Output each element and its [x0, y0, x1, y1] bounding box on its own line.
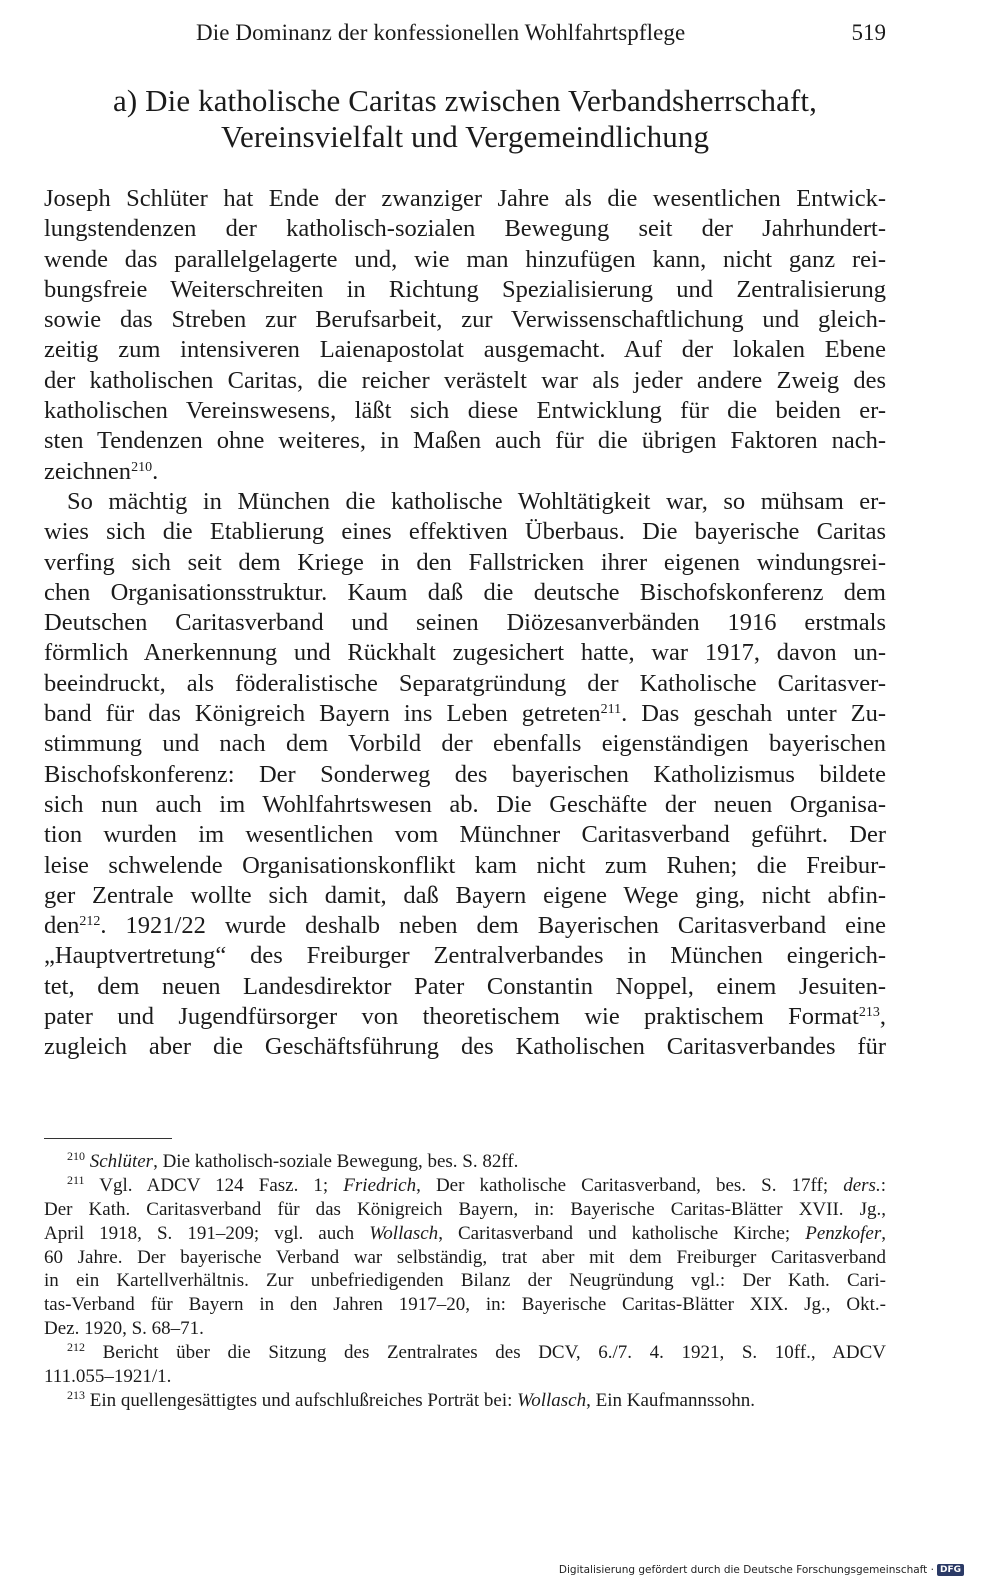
running-title: Die Dominanz der konfessionellen Wohlfahrtspflege [196, 20, 686, 45]
text-line: zugleich aber die Geschäftsführung des Katholischen Caritasverbandes für [44, 1033, 886, 1061]
text-line: tion wurden im wesentlichen vom Münchner Caritasverband geführt. Der [44, 821, 886, 849]
text-line: lungstendenzen der katholisch-sozialen Bewegung seit der Jahrhundert- [44, 215, 886, 243]
text-line: zeitig zum intensiveren Laienapostolat ausgemacht. Auf der lokalen Ebene [44, 336, 886, 364]
text-line: „Hauptvertretung“ des Freiburger Zentralverbandes in München eingerich- [44, 942, 886, 970]
footnote-reference[interactable]: 210 [131, 459, 153, 475]
footnote-line: $^{211}$ Vgl. ADCV 124 Fasz. 1; Friedrich, Der katholische Caritasverband, bes. S. 17ff; ders.: [67, 1173, 886, 1196]
text-line: wies sich die Etablierung eines effektiven Überbaus. Die bayerische Caritas [44, 518, 886, 546]
text-line: chen Organisationsstruktur. Kaum daß die deutsche Bischofskonferenz dem [44, 578, 886, 606]
footnote-line: April 1918, S. 191–209; vgl. auch Wollasch, Caritasverband und katholische Kirche; Penzkofer, [44, 1222, 886, 1244]
footnote-line: in ein Kartellverhältnis. Zur unbefriedigenden Bilanz der Neugründung vgl.: Der Kath. Cari- [44, 1270, 886, 1292]
running-header [44, 20, 886, 54]
author-name: ders. [843, 1174, 881, 1196]
text-line: bungsfreie Weiterschreiten in Richtung Spezialisierung und Zentralisierung [44, 275, 886, 303]
body-text [44, 184, 886, 1063]
text-line: stimmung und nach dem Vorbild der ebenfalls eigenständigen bayerischen [44, 730, 886, 758]
footnote-reference[interactable]: 211 [600, 702, 622, 718]
text-line: Deutschen Caritasverband und seinen Diözesanverbänden 1916 erstmals [44, 609, 886, 637]
text-line: sich nun auch im Wohlfahrtswesen ab. Die Geschäfte der neuen Organisa- [44, 790, 886, 818]
footnote-line: $^{210}$ Schlüter, Die katholisch-soziale Bewegung, bes. S. 82ff. [67, 1150, 519, 1172]
text-line: leise schwelende Organisationskonflikt kam nicht zum Ruhen; die Freibur- [44, 851, 886, 879]
author-name: Wollasch [517, 1389, 587, 1411]
text-line: den$^{212}$. 1921/22 wurde deshalb neben dem Bayerischen Caritasverband eine [44, 912, 886, 940]
footnote-line: 60 Jahre. Der bayerische Verband war selbständig, trat aber mit dem Freiburger Caritasverband [44, 1246, 886, 1268]
footnote-number: 211 [67, 1173, 85, 1187]
text-line: förmlich Anerkennung und Rückhalt zugesichert hatte, war 1917, davon un- [44, 639, 886, 667]
text-line: sowie das Streben zur Berufsarbeit, zur Verwissenschaftlichung und gleich- [44, 306, 886, 334]
text-line: ger Zentrale wollte sich damit, daß Bayern eigene Wege ging, nicht abfin- [44, 881, 886, 909]
page-number: 519 [851, 20, 886, 45]
text-line: tet, dem neuen Landesdirektor Pater Constantin Noppel, einem Jesuiten- [44, 972, 886, 1000]
footnote-line: Dez. 1920, S. 68–71. [44, 1318, 204, 1340]
section-heading-line: Vereinsvielfalt und Vergemeindlichung [220, 119, 710, 154]
digitization-credit-text: Digitalisierung gefördert durch die Deutsche Forschungsgemeinschaft · [558, 1564, 934, 1576]
text-line: sten Tendenzen ohne weiteres, in Maßen auch für die übrigen Faktoren nach- [44, 427, 886, 455]
text-line: Joseph Schlüter hat Ende der zwanziger Jahre als die wesentlichen Entwick- [44, 185, 886, 212]
text-line: band für das Königreich Bayern ins Leben getreten$^{211}$. Das geschah unter Zu- [44, 700, 886, 728]
text-line: katholischen Vereinswesens, läßt sich diese Entwicklung für die beiden er- [44, 397, 886, 425]
footnote-number: 213 [67, 1388, 85, 1402]
footnote-line: tas-Verband für Bayern in den Jahren 1917–20, in: Bayerische Caritas-Blätter XIX. Jg., Okt.- [44, 1294, 886, 1316]
text-line: zeichnen$^{210}$. [44, 457, 159, 485]
footnote-number: 212 [67, 1341, 85, 1355]
author-name: Schlüter [89, 1151, 154, 1172]
footnote-separator [44, 1138, 172, 1139]
text-line: der katholischen Caritas, die reicher verästelt war als jeder andere Zweig des [44, 366, 886, 394]
dfg-logo: DFG [937, 1564, 964, 1576]
footnote-number: 210 [67, 1150, 85, 1163]
footnotes [44, 1150, 886, 1413]
author-name: Penzkofer [805, 1222, 882, 1244]
footnote-line: 111.055–1921/1. [44, 1366, 172, 1388]
footnote-line: $^{212}$ Bericht über die Sitzung des Zentralrates des DCV, 6./7. 4. 1921, S. 10ff., ADCV [67, 1341, 886, 1364]
text-line: Bischofskonferenz: Der Sonderweg des bayerischen Katholizismus bildete [44, 760, 886, 788]
author-name: Wollasch [369, 1222, 439, 1244]
author-name: Friedrich [343, 1174, 417, 1196]
section-heading-line: a) Die katholische Caritas zwischen Verbandsherrschaft, [113, 83, 817, 118]
text-line: wende das parallelgelagerte und, wie man hinzufügen kann, nicht ganz rei- [44, 245, 886, 273]
text-line: beeindruckt, als föderalistische Separatgründung der Katholische Caritasver- [44, 669, 886, 697]
text-line: verfing sich seit dem Kriege in den Fallstricken ihrer eigenen windungsrei- [44, 548, 886, 576]
footnote-reference[interactable]: 213 [858, 1005, 880, 1021]
digitization-credit [559, 1564, 964, 1576]
footnote-line: Der Kath. Caritasverband für das Königreich Bayern, in: Bayerische Caritas-Blätter XVII. Jg., [44, 1198, 886, 1220]
text-line: So mächtig in München die katholische Wohltätigkeit war, so mühsam er- [67, 487, 886, 515]
section-heading [44, 83, 886, 155]
footnote-reference[interactable]: 212 [79, 914, 101, 930]
text-line: pater und Jugendfürsorger von theoretischem wie praktischem Format$^{213}$, [44, 1003, 886, 1031]
footnote-line: $^{213}$ Ein quellengesättigtes und aufschlußreiches Porträt bei: Wollasch, Ein Kaufmannssohn. [67, 1388, 755, 1411]
